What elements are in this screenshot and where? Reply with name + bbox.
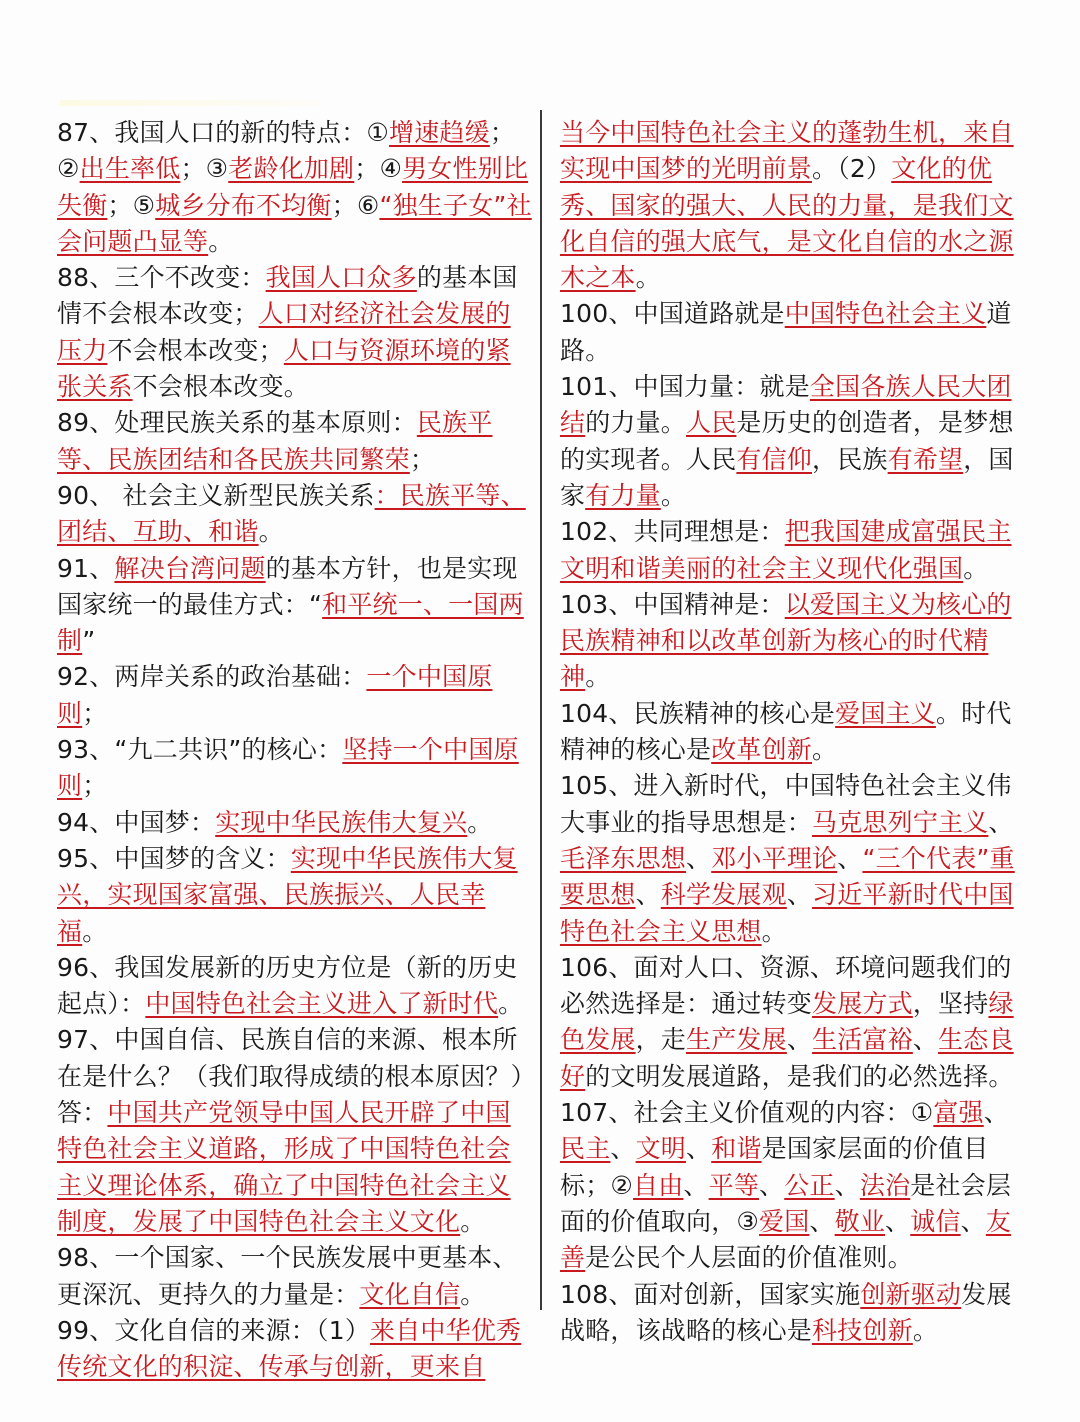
note-text: ；: [82, 698, 108, 728]
note-text: 95、中国梦的含义：: [57, 843, 291, 873]
highlighted-key-phrase: 实现中华民族伟大复兴，实现国家富强、民族振兴、人民幸福: [57, 843, 518, 946]
note-text: 101、中国力量：就是: [560, 372, 810, 402]
note-text: 的文明发展道路，是我们的必然选择。: [585, 1061, 1014, 1091]
highlighted-key-phrase: 人口与资源环境的紧张关系: [57, 335, 511, 402]
note-text: ；: [82, 771, 108, 801]
note-text: ，民族: [812, 444, 888, 474]
highlighted-key-phrase: 中国特色社会主义进入了新时代: [145, 989, 499, 1019]
highlighted-key-phrase: 实现中华民族伟大复兴: [215, 807, 468, 837]
highlighted-key-phrase: 增速趋缓: [389, 118, 490, 147]
note-text: 。时代精神的核心是: [560, 698, 1012, 765]
highlighted-key-phrase: 把我国建成富强民主文明和谐美丽的社会主义现代化强国: [560, 517, 1012, 583]
note-text: 92、两岸关系的政治基础：: [57, 662, 367, 692]
note-text: 108、面对创新，国家实施: [560, 1279, 861, 1309]
note-text: 发展战略，该战略的核心是: [560, 1279, 1012, 1345]
highlighted-key-phrase: 友善: [560, 1206, 1012, 1273]
highlighted-key-phrase: 创新驱动: [860, 1279, 962, 1309]
highlighted-key-phrase: 有力量: [585, 480, 661, 510]
note-text: ；④: [354, 154, 403, 184]
note-text: 87、我国人口的新的特点：①: [57, 118, 390, 147]
note-item-105: [560, 768, 1025, 949]
highlighted-key-phrase: 马克思列宁主义: [812, 807, 989, 837]
note-text: 。: [208, 226, 234, 256]
highlighted-key-phrase: 解决台湾问题: [114, 553, 266, 583]
note-text: 的力量。: [585, 408, 687, 438]
highlighted-key-phrase: 城乡分布不均衡: [155, 190, 332, 220]
note-text: 是历史的创造者，是梦想的实现者。人民: [560, 408, 1014, 474]
highlighted-key-phrase: ：民族平等、团结、互助、和谐: [57, 480, 526, 547]
note-text: 。: [460, 1279, 486, 1309]
highlighted-key-phrase: 和平统一、一国两制: [57, 589, 524, 656]
note-text: 、: [837, 843, 863, 873]
note-text: 、: [988, 807, 1014, 837]
note-item-88: [57, 260, 532, 405]
note-text: 100、中国道路就是: [560, 299, 785, 329]
top-highlight-mark: [60, 100, 320, 106]
note-text: 、: [686, 1134, 712, 1164]
note-text: 、: [786, 1025, 813, 1055]
note-text: 102、共同理想是：: [560, 517, 785, 547]
note-text: 97、中国自信、民族自信的来源、根本所在是什么？（我们取得成绩的根本原因？）答：: [57, 1025, 524, 1128]
note-text: 88、三个不改变：: [57, 263, 266, 293]
highlighted-key-phrase: 毛泽东思想: [560, 843, 687, 873]
note-item-106: [560, 950, 1025, 1095]
note-text: 。: [82, 916, 108, 946]
highlighted-key-phrase: “独生子女”社会问题凸显等: [57, 190, 532, 256]
note-text: 96、我国发展新的历史方位是（新的历史起点）：: [57, 952, 518, 1019]
highlighted-key-phrase: 人民: [686, 408, 737, 438]
note-item-108: [560, 1277, 1025, 1350]
highlighted-key-phrase: 人口对经济社会发展的压力: [57, 299, 511, 365]
highlighted-key-phrase: 爱国主义: [835, 698, 936, 728]
note-item-99: [57, 1313, 532, 1386]
highlighted-key-phrase: 当今中国特色社会主义的蓬勃生机，来自实现中国梦的光明前景: [560, 118, 1014, 184]
note-text: ；③: [180, 154, 229, 184]
note-item-98: [57, 1240, 532, 1313]
note-text: 道路。: [560, 299, 1012, 365]
highlighted-key-phrase: 公正: [784, 1170, 835, 1200]
note-item-102: [560, 514, 1025, 587]
note-text: 99、文化自信的来源：（1）: [57, 1315, 371, 1345]
note-text: 91、: [57, 553, 115, 583]
highlighted-key-phrase: 敬业: [834, 1206, 886, 1236]
note-item-91: [57, 551, 532, 660]
note-item-96: [57, 950, 532, 1023]
highlighted-key-phrase: 男女性别比失衡: [57, 154, 529, 220]
note-text: 。: [963, 553, 989, 583]
note-text: 的基本方针，也是实现国家统一的最佳方式：“: [57, 553, 518, 619]
note-text: 。: [660, 480, 687, 510]
highlighted-key-phrase: 和谐: [711, 1134, 762, 1164]
highlighted-key-phrase: 习近平新时代中国特色社会主义思想: [560, 880, 1014, 946]
note-item-104: [560, 696, 1025, 769]
note-text: ，坚持: [912, 989, 989, 1019]
note-text: 106、面对人口、资源、环境问题我们的必然选择是：通过转变: [560, 952, 1012, 1019]
note-text: 98、一个国家、一个民族发展中更基本、更深沉、更持久的力量是：: [57, 1243, 518, 1309]
note-text: 、: [686, 843, 712, 873]
note-item-89: [57, 405, 532, 478]
highlighted-key-phrase: 民族平等、民族团结和各民族共同繁荣: [57, 408, 493, 474]
note-text: 。: [460, 1206, 486, 1236]
highlighted-key-phrase: 绿色发展: [560, 989, 1014, 1055]
note-text: ，国家: [560, 444, 1014, 510]
note-item-97: [57, 1022, 532, 1240]
note-text: 是国家层面的价值目标；②: [560, 1134, 989, 1200]
note-text: 89、处理民族关系的基本原则：: [57, 408, 417, 438]
note-text: 。: [635, 263, 661, 293]
note-text: 、: [786, 880, 813, 910]
highlighted-key-phrase: 诚信: [910, 1206, 961, 1236]
note-text: 。（2）: [812, 154, 892, 184]
note-text: 、: [834, 1170, 860, 1200]
highlighted-key-phrase: 来自中华优秀传统文化的积淀、传承与创新，更来自: [57, 1315, 522, 1382]
note-text: 、: [809, 1206, 835, 1236]
note-text: 。: [498, 989, 524, 1019]
highlighted-key-phrase: 邓小平理论: [711, 843, 838, 873]
highlighted-key-phrase: 科技创新: [812, 1315, 913, 1345]
note-text: 、: [983, 1098, 1009, 1128]
note-text: 、: [683, 1170, 709, 1200]
note-text: ；②: [57, 118, 516, 184]
note-text: 90、 社会主义新型民族关系: [57, 480, 375, 510]
note-text: ；⑤: [107, 190, 156, 220]
highlighted-key-phrase: 富强: [933, 1098, 984, 1128]
note-text: 是公民个人层面的价值准则。: [585, 1243, 913, 1273]
highlighted-key-phrase: 改革创新: [711, 735, 813, 765]
highlighted-key-phrase: 文明: [635, 1134, 687, 1164]
highlighted-key-phrase: 科学发展观: [660, 880, 787, 910]
note-item-100: [560, 296, 1025, 369]
highlighted-key-phrase: 生态良好: [560, 1025, 1014, 1091]
highlighted-key-phrase: 老龄化加剧: [228, 154, 355, 184]
note-text: 104、民族精神的核心是: [560, 698, 836, 728]
highlighted-key-phrase: 文化自信: [359, 1279, 461, 1309]
highlighted-key-phrase: 有希望: [887, 444, 964, 474]
highlighted-key-phrase: 以爱国主义为核心的民族精神和以改革创新为核心的时代精神: [560, 589, 1012, 692]
note-text: ”: [82, 626, 96, 656]
note-text: 93、“九二共识”的核心：: [57, 735, 343, 765]
note-item-94: [57, 805, 532, 841]
highlighted-key-phrase: 全国各族人民大团结: [560, 372, 1012, 438]
note-text: 。: [585, 662, 611, 692]
note-item-90: [57, 478, 532, 551]
highlighted-key-phrase: 中国共产党领导中国人民开辟了中国特色社会主义道路，形成了中国特色社会主义理论体系，确立了中国特色社会主义制度，发展了中国特色社会主义文化: [57, 1098, 511, 1236]
highlighted-key-phrase: 自由: [633, 1170, 684, 1200]
note-text: ；: [409, 444, 436, 474]
note-text: 。: [912, 1315, 939, 1345]
note-text: 的基本国情不会根本改变；: [57, 263, 518, 329]
note-item-87: [57, 115, 532, 260]
note-item-95: [57, 841, 532, 950]
note-text: 94、中国梦：: [57, 807, 216, 837]
highlighted-key-phrase: 法治: [859, 1170, 911, 1200]
note-text: 、: [610, 1134, 636, 1164]
note-text: 。: [812, 735, 838, 765]
highlighted-key-phrase: 生产发展: [686, 1025, 787, 1055]
highlighted-key-phrase: 民主: [560, 1134, 611, 1164]
highlighted-key-phrase: 出生率低: [79, 154, 181, 184]
note-item-93: [57, 732, 532, 805]
highlighted-key-phrase: 发展方式: [812, 989, 913, 1019]
note-item-107: [560, 1095, 1025, 1276]
note-text: 107、社会主义价值观的内容：①: [560, 1098, 934, 1128]
note-text: 、: [759, 1170, 785, 1200]
note-text: 。: [467, 807, 493, 837]
highlighted-key-phrase: 中国特色社会主义: [784, 299, 987, 329]
note-text: 、: [635, 880, 661, 910]
highlighted-key-phrase: “三个代表”重要思想: [560, 843, 1015, 910]
note-text: 不会根本改变；: [107, 335, 284, 365]
note-text: 、: [885, 1206, 911, 1236]
note-text: 、: [960, 1206, 986, 1236]
highlighted-key-phrase: 有信仰: [736, 444, 813, 474]
highlighted-key-phrase: 坚持一个中国原则: [57, 735, 519, 801]
note-text: 不会根本改变。: [132, 372, 310, 402]
note-text: ，走: [635, 1025, 687, 1055]
note-item-103: [560, 587, 1025, 696]
column-divider: [540, 110, 542, 1310]
highlighted-key-phrase: 爱国: [759, 1206, 810, 1236]
highlighted-key-phrase: 平等: [708, 1170, 760, 1200]
left-column: [57, 115, 532, 1385]
note-text: 105、进入新时代，中国特色社会主义伟大事业的指导思想是：: [560, 771, 1012, 837]
highlighted-key-phrase: 我国人口众多: [265, 263, 417, 293]
note-text: ；⑥: [331, 190, 380, 220]
note-text: 103、中国精神是：: [560, 589, 785, 619]
note-item-92: [57, 659, 532, 732]
right-column: [560, 115, 1025, 1349]
note-item-99b: [560, 115, 1025, 296]
highlighted-key-phrase: 文化的优秀、国家的强大、人民的力量，是我们文化自信的强大底气，是文化自信的水之源木之本: [560, 154, 1014, 293]
note-text: 。: [258, 517, 284, 547]
note-text: 是社会层面的价值取向，③: [560, 1170, 1012, 1236]
highlighted-key-phrase: 生活富裕: [812, 1025, 913, 1055]
highlighted-key-phrase: 一个中国原则: [57, 662, 493, 728]
note-text: 。: [761, 916, 787, 946]
note-item-101: [560, 369, 1025, 514]
note-text: 、: [912, 1025, 939, 1055]
